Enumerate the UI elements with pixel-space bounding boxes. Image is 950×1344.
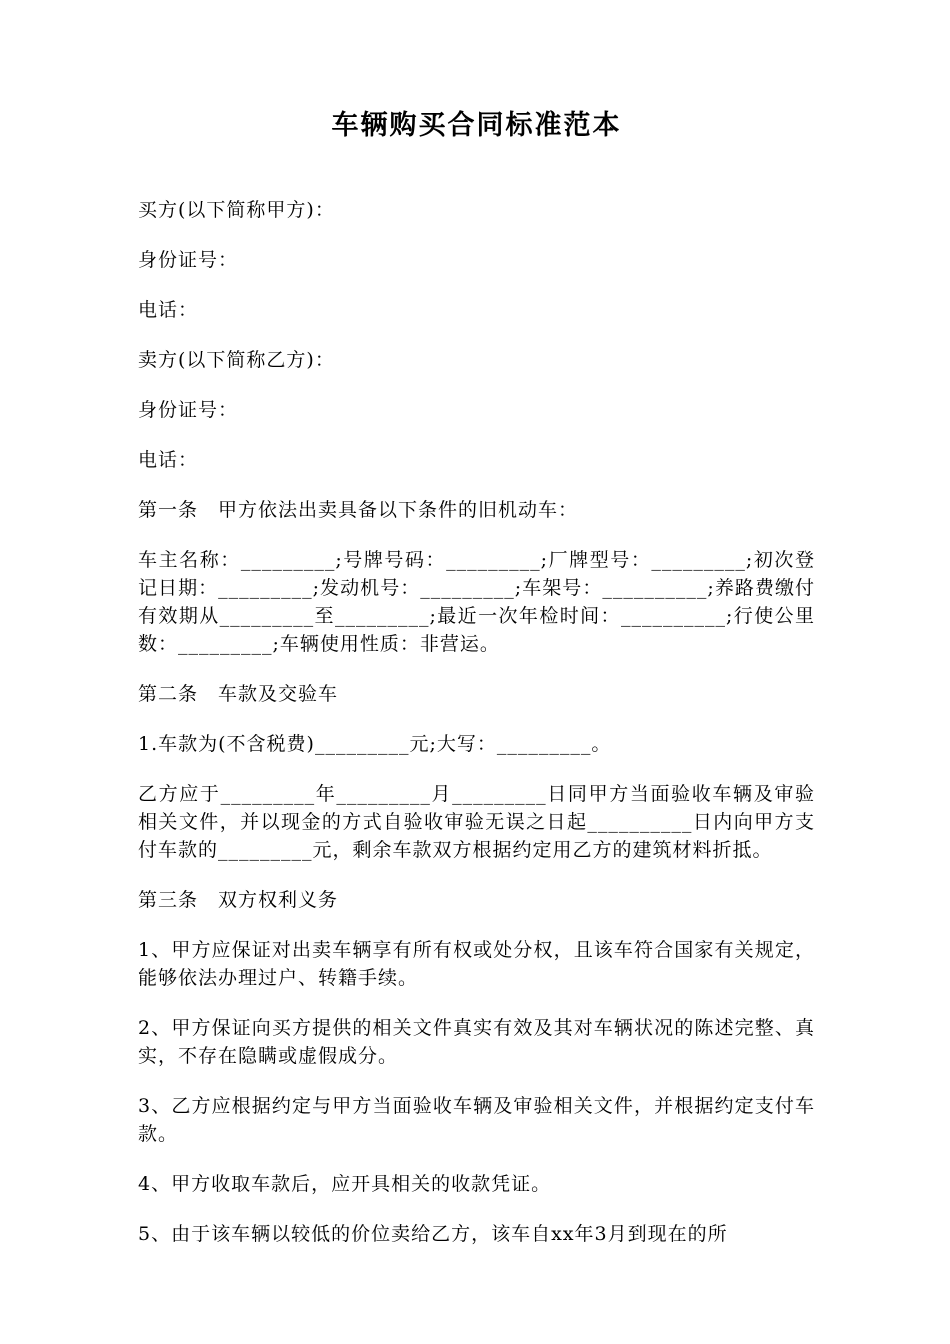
seller-id-line: 身份证号： <box>138 399 239 421</box>
article2-item2: 乙方应于_________年_________月_________日同甲方当面验收车辆及审验相关文件，并以现金的方式自验收审验无误之日起__________日内向甲方支付车款的_________元，剩余车款双方根据约定用乙方的建筑材料折抵。 <box>138 783 815 861</box>
article3-item: 2、甲方保证向买方提供的相关文件真实有效及其对车辆状况的陈述完整、真实，不存在隐瞒或虚假成分。 <box>138 1017 815 1067</box>
article3-item: 4、甲方收取车款后，应开具相关的收款凭证。 <box>138 1173 552 1195</box>
buyer-phone-line: 电话： <box>138 299 199 321</box>
buyer-line: 买方(以下简称甲方)： <box>138 199 335 221</box>
article1-details: 车主名称：_________;号牌号码：_________;厂牌型号：_________;初次登记日期：_________;发动机号：_________;车架号：__________;养路费缴付有效期从_________至_________;最近一次年检时间：__________;行使公里数：_________;车辆使用性质：非营运。 <box>138 549 815 655</box>
seller-phone-line: 电话： <box>138 449 199 471</box>
document-title: 车辆购买合同标准范本 <box>331 110 622 141</box>
article3-item: 1、甲方应保证对出卖车辆享有所有权或处分权，且该车符合国家有关规定，能够依法办理过户、转籍手续。 <box>138 939 815 989</box>
article3-item: 3、乙方应根据约定与甲方当面验收车辆及审验相关文件，并根据约定支付车款。 <box>138 1095 815 1145</box>
article2-heading: 第二条 车款及交验车 <box>138 683 339 705</box>
buyer-id-line: 身份证号： <box>138 249 239 271</box>
article3-item: 5、由于该车辆以较低的价位卖给乙方，该车自xx年3月到现在的所 <box>138 1223 728 1245</box>
seller-line: 卖方(以下简称乙方)： <box>138 349 335 371</box>
article2-item1: 1.车款为(不含税费)_________元;大写：_________。 <box>138 733 612 755</box>
article1-heading: 第一条 甲方依法出卖具备以下条件的旧机动车： <box>138 499 579 521</box>
article3-heading: 第三条 双方权利义务 <box>138 889 339 911</box>
